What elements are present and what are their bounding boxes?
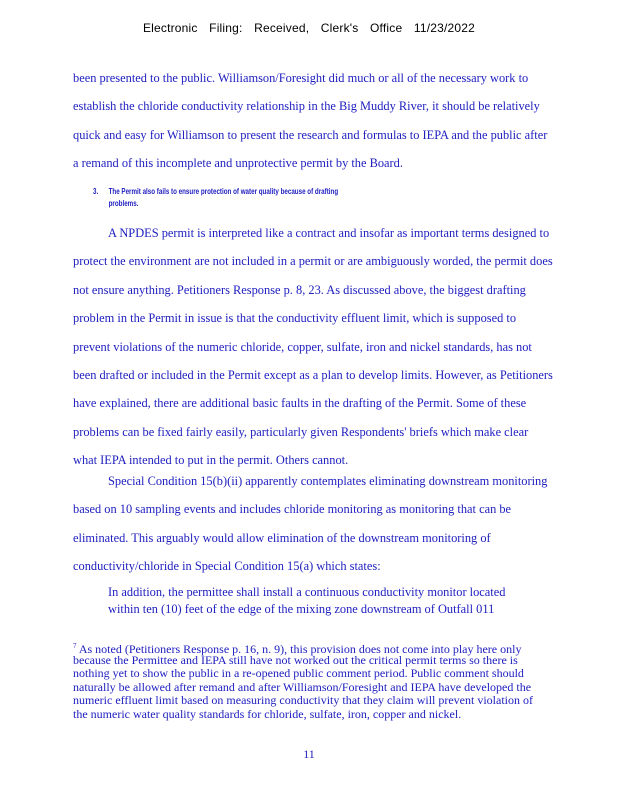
footnote <box>73 640 601 722</box>
section-heading-line-2: problems. <box>108 199 139 208</box>
page-number: 11 <box>303 747 315 761</box>
footnote-line: numeric effluent limit based on measuring conductivity that they claim will prevent violation of <box>73 693 533 708</box>
text-line: been drafted or included in the Permit except as a plan to develop limits. However, as Petitioners <box>73 367 553 382</box>
text-line: what IEPA intended to put in the permit. Others cannot. <box>73 453 349 468</box>
text-line: problem in the Permit in issue is that the conductivity effluent limit, which is supposed to <box>73 311 517 326</box>
paragraph-1 <box>73 64 601 178</box>
section-number: 3. <box>93 187 99 196</box>
footnote-line <box>73 640 601 654</box>
text-line: based on 10 sampling events and includes chloride monitoring as monitoring that can be <box>73 502 512 517</box>
footnote-line: the numeric water quality standards for chloride, sulfate, iron, copper and nickel. <box>73 706 462 721</box>
section-heading-text: The Permit also fails to ensure protection of water quality because of drafting <box>108 187 339 196</box>
paragraph-2 <box>73 219 601 475</box>
text-line: a remand of this incomplete and unprotective permit by the Board. <box>73 156 403 171</box>
section-heading-line-1 <box>93 186 436 198</box>
text-line: A NPDES permit is interpreted like a contract and insofar as important terms designed to <box>108 226 550 240</box>
footnote-line: nothing yet to show the public in a re-opened public comment period. Public comment should <box>73 666 524 681</box>
block-quote <box>108 584 548 618</box>
text-line: prevent violations of the numeric chloride, copper, sulfate, iron and nickel standards, has not <box>73 339 532 354</box>
text-line: quick and easy for Williamson to present the research and formulas to IEPA and the public after <box>73 127 548 142</box>
footnote-line: naturally be allowed after remand and after Williamson/Foresight and IEPA have developed the <box>73 679 532 694</box>
filing-header: Electronic Filing: Received, Clerk's Office 11/23/2022 <box>142 21 476 35</box>
footnote-text: As noted (Petitioners Response p. 16, n. 9), this provision does not come into play here only <box>78 642 522 656</box>
text-line: have explained, there are additional basic faults in the drafting of the Permit. Some of these <box>73 396 527 411</box>
text-line: conductivity/chloride in Special Condition 15(a) which states: <box>73 559 381 574</box>
quote-line: within ten (10) feet of the edge of the mixing zone downstream of Outfall 011 <box>108 602 495 616</box>
section-heading <box>93 186 436 210</box>
quote-line: In addition, the permittee shall install a continuous conductivity monitor located <box>108 585 506 599</box>
text-line: protect the environment are not included in a permit or are ambiguously worded, the permit does <box>73 254 553 269</box>
text-line: problems can be fixed fairly easily, particularly given Respondents' briefs which make clear <box>73 424 529 439</box>
text-line: establish the chloride conductivity relationship in the Big Muddy River, it should be relatively <box>73 99 540 114</box>
paragraph-3 <box>73 467 601 581</box>
text-line: Special Condition 15(b)(ii) apparently contemplates eliminating downstream monitoring <box>108 474 548 488</box>
text-line: not ensure anything. Petitioners Response p. 8, 23. As discussed above, the biggest drafting <box>73 282 526 297</box>
text-line: eliminated. This arguably would allow elimination of the downstream monitoring of <box>73 530 491 545</box>
footnote-marker: 7 <box>73 642 77 650</box>
text-line: been presented to the public. Williamson/Foresight did much or all of the necessary work to <box>73 71 529 85</box>
footnote-line: because the Permittee and IEPA still have not worked out the critical permit terms so there is <box>73 652 518 667</box>
